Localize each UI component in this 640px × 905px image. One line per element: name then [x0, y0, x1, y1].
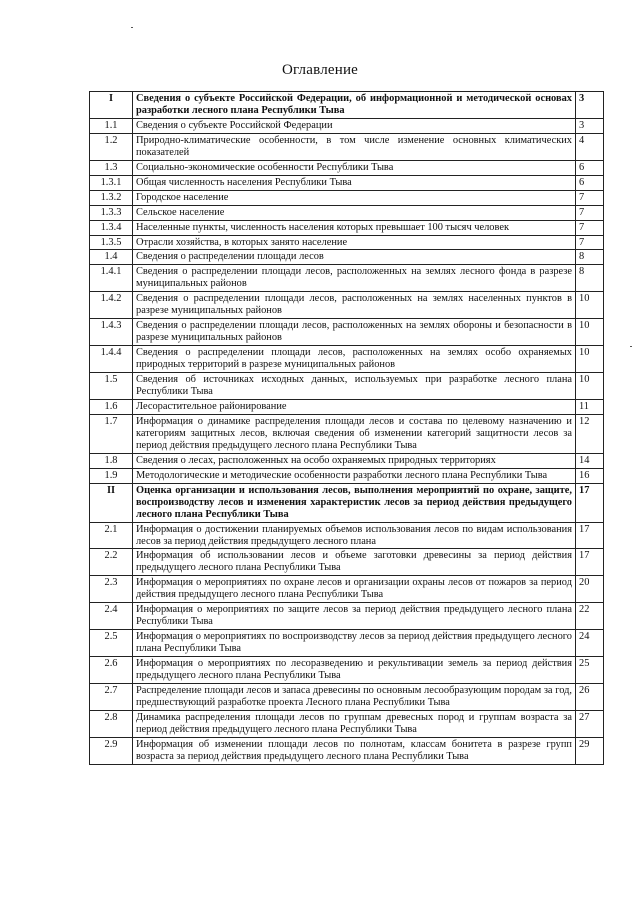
toc-number: 1.5 [90, 373, 133, 400]
toc-row [90, 265, 604, 292]
toc-page-number: 10 [576, 373, 604, 400]
toc-page-number: 22 [576, 603, 604, 630]
toc-number: 2.7 [90, 683, 133, 710]
toc-number: 1.4.4 [90, 346, 133, 373]
toc-page-number: 7 [576, 235, 604, 250]
toc-number: 1.8 [90, 453, 133, 468]
toc-number: 1.4 [90, 250, 133, 265]
toc-entry-text: Сельское население [133, 205, 576, 220]
toc-number: 1.4.2 [90, 292, 133, 319]
toc-entry-text: Сведения о лесах, расположенных на особо охраняемых природных территориях [133, 453, 576, 468]
toc-row [90, 737, 604, 764]
toc-entry-text: Отрасли хозяйства, в которых занято население [133, 235, 576, 250]
toc-entry-text: Распределение площади лесов и запаса древесины по основным лесообразующим породам за год, предшествующий разработке проекта Лесного плана Республики Тыва [133, 683, 576, 710]
toc-row [90, 603, 604, 630]
toc-row [90, 92, 604, 119]
toc-row [90, 175, 604, 190]
toc-entry-text: Населенные пункты, численность населения которых превышает 100 тысяч человек [133, 220, 576, 235]
toc-number: 2.8 [90, 710, 133, 737]
toc-number: 1.1 [90, 118, 133, 133]
toc-page-number: 26 [576, 683, 604, 710]
toc-number: 2.3 [90, 576, 133, 603]
scan-speck [630, 346, 632, 347]
toc-page-number: 10 [576, 292, 604, 319]
toc-row [90, 346, 604, 373]
toc-row [90, 549, 604, 576]
toc-number: 2.6 [90, 657, 133, 684]
toc-row [90, 205, 604, 220]
toc-page-number: 3 [576, 92, 604, 119]
toc-page-number: 29 [576, 737, 604, 764]
toc-row [90, 468, 604, 483]
toc-page-number: 4 [576, 133, 604, 160]
toc-entry-text: Информация о динамике распределения площади лесов и состава по целевому назначению и категориям защитных лесов, включая сведения об изменении категорий защитности лесов за период действия предыдущего лесного плана Республики Тыва [133, 414, 576, 453]
toc-page-number: 7 [576, 205, 604, 220]
toc-number: 1.3.1 [90, 175, 133, 190]
toc-body [90, 92, 604, 765]
toc-entry-text: Сведения о распределении площади лесов, расположенных на землях населенных пунктов в разрезе муниципальных районов [133, 292, 576, 319]
toc-row [90, 190, 604, 205]
toc-entry-text: Сведения о субъекте Российской Федерации, об информационной и методической основах разработки лесного плана Республики Тыва [133, 92, 576, 119]
toc-row [90, 319, 604, 346]
toc-entry-text: Информация о мероприятиях по защите лесов за период действия предыдущего лесного плана Республики Тыва [133, 603, 576, 630]
toc-number: 1.3.4 [90, 220, 133, 235]
toc-page-number: 10 [576, 319, 604, 346]
toc-page-number: 8 [576, 265, 604, 292]
toc-row [90, 160, 604, 175]
toc-entry-text: Сведения о распределении площади лесов [133, 250, 576, 265]
toc-number: II [90, 483, 133, 522]
toc-number: 1.7 [90, 414, 133, 453]
toc-page-number: 24 [576, 630, 604, 657]
toc-row [90, 220, 604, 235]
toc-number: 2.4 [90, 603, 133, 630]
toc-page-number: 27 [576, 710, 604, 737]
toc-number: 2.1 [90, 522, 133, 549]
toc-row [90, 453, 604, 468]
toc-number: 1.3.2 [90, 190, 133, 205]
toc-number: 1.3 [90, 160, 133, 175]
toc-page-number: 7 [576, 220, 604, 235]
toc-entry-text: Природно-климатические особенности, в том числе изменение основных климатических показателей [133, 133, 576, 160]
toc-row [90, 133, 604, 160]
toc-entry-text: Информация о мероприятиях по воспроизводству лесов за период действия предыдущего лесного плана Республики Тыва [133, 630, 576, 657]
toc-entry-text: Информация об изменении площади лесов по полнотам, классам бонитета в разрезе групп возраста за период действия предыдущего лесного плана Республики Тыва [133, 737, 576, 764]
toc-row [90, 292, 604, 319]
toc-number: 2.5 [90, 630, 133, 657]
toc-entry-text: Сведения об источниках исходных данных, используемых при разработке лесного плана Республики Тыва [133, 373, 576, 400]
toc-entry-text: Социально-экономические особенности Республики Тыва [133, 160, 576, 175]
toc-number: 2.9 [90, 737, 133, 764]
toc-page-number: 20 [576, 576, 604, 603]
toc-table [89, 91, 604, 765]
toc-entry-text: Сведения о распределении площади лесов, расположенных на землях обороны и безопасности в разрезе муниципальных районов [133, 319, 576, 346]
toc-page-number: 25 [576, 657, 604, 684]
toc-number: 1.6 [90, 399, 133, 414]
toc-row [90, 118, 604, 133]
toc-number: I [90, 92, 133, 119]
toc-entry-text: Информация об использовании лесов и объеме заготовки древесины за период действия предыдущего лесного плана Республики Тыва [133, 549, 576, 576]
toc-number: 2.2 [90, 549, 133, 576]
toc-page-number: 10 [576, 346, 604, 373]
toc-row [90, 710, 604, 737]
toc-entry-text: Сведения о распределении площади лесов, расположенных на землях особо охраняемых природных территорий в разрезе муниципальных районов [133, 346, 576, 373]
toc-entry-text: Сведения о субъекте Российской Федерации [133, 118, 576, 133]
toc-page-number: 6 [576, 160, 604, 175]
toc-number: 1.3.3 [90, 205, 133, 220]
toc-page-number: 17 [576, 522, 604, 549]
toc-page-number: 7 [576, 190, 604, 205]
toc-entry-text: Информация о мероприятиях по охране лесов и организации охраны лесов от пожаров за период действия предыдущего лесного плана Республики Тыва [133, 576, 576, 603]
toc-row [90, 683, 604, 710]
toc-row [90, 522, 604, 549]
scan-speck [131, 27, 133, 28]
toc-row [90, 630, 604, 657]
toc-page-number: 8 [576, 250, 604, 265]
toc-row [90, 373, 604, 400]
toc-number: 1.4.1 [90, 265, 133, 292]
toc-page-number: 12 [576, 414, 604, 453]
toc-number: 1.3.5 [90, 235, 133, 250]
toc-row [90, 414, 604, 453]
toc-page-number: 3 [576, 118, 604, 133]
toc-row [90, 399, 604, 414]
toc-entry-text: Информация о мероприятиях по лесоразведению и рекультивации земель за период действия предыдущего лесного плана Республики Тыва [133, 657, 576, 684]
toc-row [90, 657, 604, 684]
toc-page-number: 14 [576, 453, 604, 468]
toc-entry-text: Городское население [133, 190, 576, 205]
toc-entry-text: Сведения о распределении площади лесов, расположенных на землях лесного фонда в разрезе муниципальных районов [133, 265, 576, 292]
toc-row [90, 235, 604, 250]
toc-page-number: 16 [576, 468, 604, 483]
toc-entry-text: Методологические и методические особенности разработки лесного плана Республики Тыва [133, 468, 576, 483]
toc-page-number: 17 [576, 549, 604, 576]
toc-entry-text: Оценка организации и использования лесов, выполнения мероприятий по охране, защите, воспроизводству лесов и изменения характеристик лесов за период действия предыдущего лесного плана Республики Тыва [133, 483, 576, 522]
toc-number: 1.9 [90, 468, 133, 483]
toc-row [90, 250, 604, 265]
toc-number: 1.4.3 [90, 319, 133, 346]
toc-page-number: 17 [576, 483, 604, 522]
toc-row [90, 576, 604, 603]
toc-page-number: 6 [576, 175, 604, 190]
toc-number: 1.2 [90, 133, 133, 160]
page-title: Оглавление [281, 62, 359, 78]
toc-entry-text: Лесорастительное районирование [133, 399, 576, 414]
toc-entry-text: Динамика распределения площади лесов по группам древесных пород и группам возраста за период действия предыдущего лесного плана Республики Тыва [133, 710, 576, 737]
toc-page-number: 11 [576, 399, 604, 414]
toc-entry-text: Информация о достижении планируемых объемов использования лесов по видам использования лесов за период действия предыдущего лесного плана [133, 522, 576, 549]
toc-entry-text: Общая численность населения Республики Тыва [133, 175, 576, 190]
toc-row [90, 483, 604, 522]
